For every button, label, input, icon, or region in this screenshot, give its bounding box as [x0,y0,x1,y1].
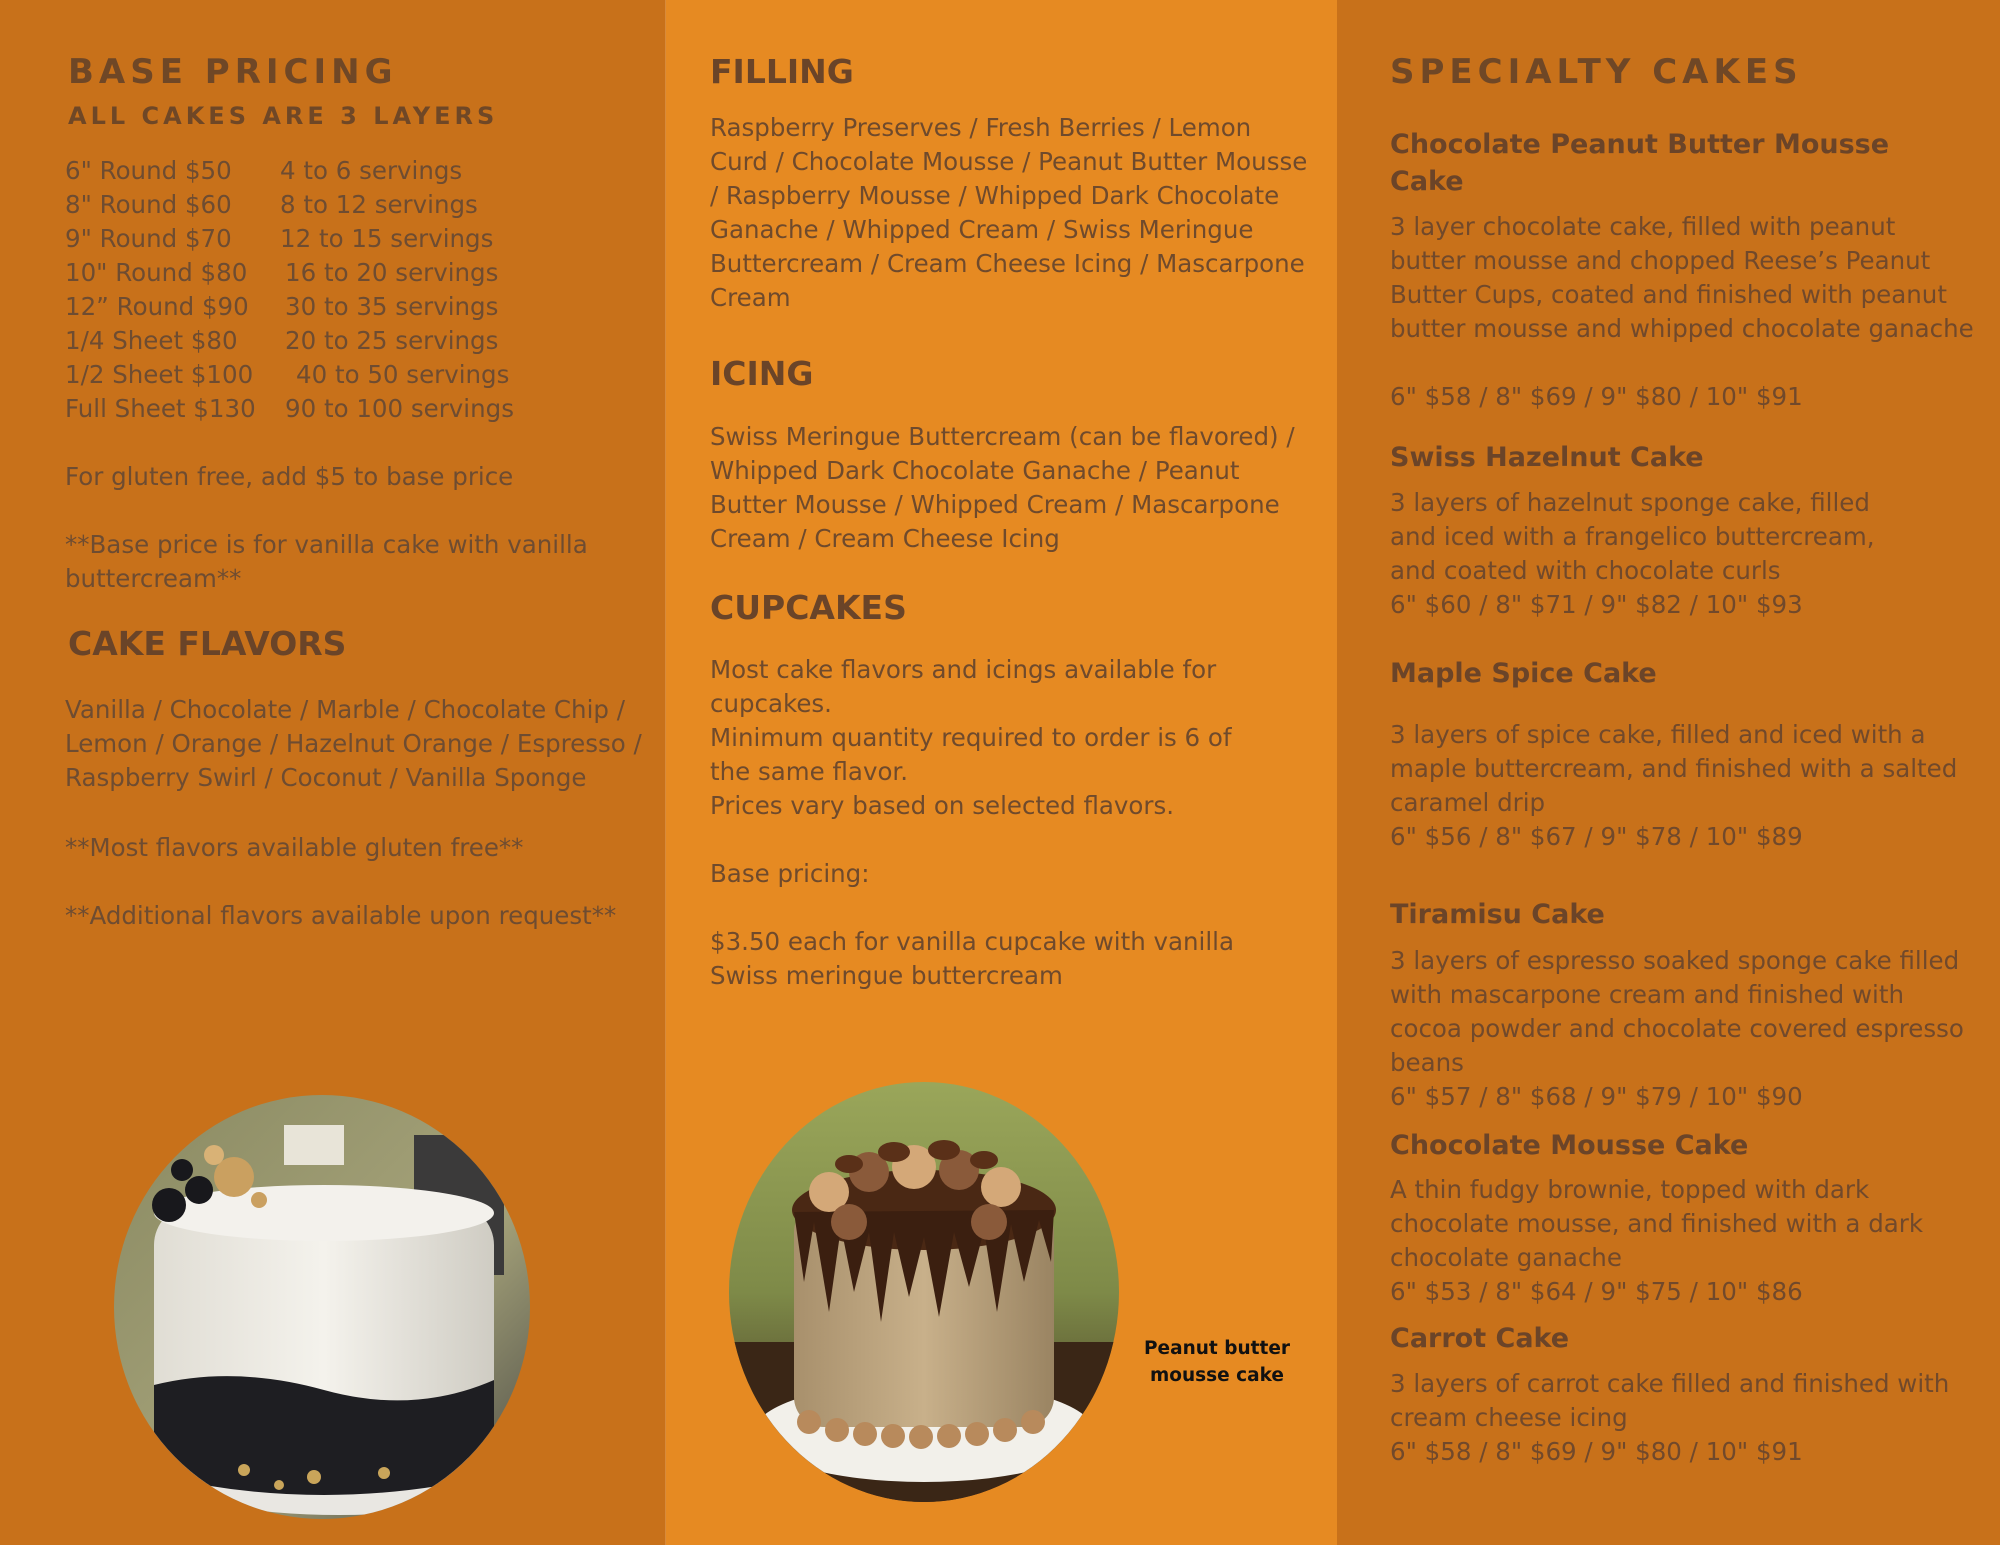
pricing-servings: 4 to 6 servings [280,156,463,185]
cupcakes-minimum: Minimum quantity required to order is 6 of the same flavor. [710,723,1232,786]
pricing-size: 9" Round $70 [65,224,232,253]
cupcakes-title: CUPCAKES [710,588,907,627]
specialty-cake-price: 6" $58 / 8" $69 / 9" $80 / 10" $91 [1390,382,1803,411]
pricing-servings: 8 to 12 servings [280,190,478,219]
specialty-cake-description: 3 layers of espresso soaked sponge cake filled with mascarpone cream and finished with cocoa powder and chocolate covered espresso beans [1390,946,1964,1077]
specialty-cake-price: 6" $57 / 8" $68 / 9" $79 / 10" $90 [1390,1082,1803,1111]
specialty-cake-price: 6" $53 / 8" $64 / 9" $75 / 10" $86 [1390,1277,1803,1306]
cake-flavors-list: Vanilla / Chocolate / Marble / Chocolate Chip / Lemon / Orange / Hazelnut Orange / Espresso / Raspberry Swirl / Coconut / Vanilla Sponge [65,695,642,792]
pricing-size: 1/4 Sheet $80 [65,326,238,355]
cupcakes-base-label: Base pricing: [710,859,870,888]
base-pricing-title: BASE PRICING [68,52,398,92]
pricing-size: 8" Round $60 [65,190,232,219]
pricing-servings: 12 to 15 servings [280,224,494,253]
cake-flavors-title: CAKE FLAVORS [68,624,347,663]
pricing-size: 12” Round $90 [65,292,249,321]
base-price-note: **Base price is for vanilla cake with vanilla buttercream** [65,530,588,593]
cake-photo-peanut-butter [729,1082,1119,1502]
specialty-cake-price: 6" $56 / 8" $67 / 9" $78 / 10" $89 [1390,822,1803,851]
icing-title: ICING [710,354,814,393]
specialty-title: SPECIALTY CAKES [1390,52,1803,92]
specialty-cake-price: 6" $60 / 8" $71 / 9" $82 / 10" $93 [1390,590,1803,619]
specialty-cake-description: 3 layers of spice cake, filled and iced with a maple buttercream, and finished with a salted caramel drip [1390,720,1958,817]
specialty-cake-description: 3 layer chocolate cake, filled with peanut butter mousse and chopped Reese’s Peanut Butter Cups, coated and finished with peanut butter mousse and whipped chocolate ganache [1390,212,1974,343]
filling-title: FILLING [710,52,854,91]
pricing-size: 6" Round $50 [65,156,232,185]
additional-flavors-note: **Additional flavors available upon request** [65,901,617,930]
base-pricing-subtitle: ALL CAKES ARE 3 LAYERS [68,102,499,130]
pricing-servings: 30 to 35 servings [285,292,499,321]
gluten-free-flavors-note: **Most flavors available gluten free** [65,833,524,862]
specialty-cake-name: Chocolate Mousse Cake [1390,1130,1749,1161]
specialty-cake-name: Carrot Cake [1390,1323,1570,1354]
specialty-cake-name: Swiss Hazelnut Cake [1390,442,1704,473]
specialty-cake-name: Tiramisu Cake [1390,899,1605,930]
filling-list: Raspberry Preserves / Fresh Berries / Lemon Curd / Chocolate Mousse / Peanut Butter Mousse / Raspberry Mousse / Whipped Dark Chocolate Ganache / Whipped Cream / Swiss Meringue Buttercream / Cream Cheese Icing / Mascarpone Cream [710,113,1308,312]
pricing-servings: 20 to 25 servings [285,326,499,355]
filling-icing-panel [665,0,1337,1545]
cake-photo-black-white [114,1095,530,1519]
specialty-cake-name: Maple Spice Cake [1390,658,1657,689]
specialty-cake-description: A thin fudgy brownie, topped with dark chocolate mousse, and finished with a dark chocolate ganache [1390,1175,1924,1272]
specialty-cakes-panel [1337,0,2000,1545]
cupcakes-base-price: $3.50 each for vanilla cupcake with vanilla Swiss meringue buttercream [710,927,1234,990]
icing-list: Swiss Meringue Buttercream (can be flavored) / Whipped Dark Chocolate Ganache / Peanut Butter Mousse / Whipped Cream / Mascarpone Cream / Cream Cheese Icing [710,422,1295,553]
pricing-size: 10" Round $80 [65,258,248,287]
base-pricing-panel [0,0,665,1545]
specialty-cake-price: 6" $58 / 8" $69 / 9" $80 / 10" $91 [1390,1437,1803,1466]
pricing-size: 1/2 Sheet $100 [65,360,254,389]
pricing-servings: 16 to 20 servings [285,258,499,287]
specialty-cake-description: 3 layers of hazelnut sponge cake, filled and iced with a frangelico buttercream, and coated with chocolate curls [1390,488,1875,585]
pricing-size: Full Sheet $130 [65,394,256,423]
specialty-cake-description: 3 layers of carrot cake filled and finished with cream cheese icing [1390,1369,1950,1432]
specialty-cake-name: Chocolate Peanut Butter Mousse Cake [1390,129,1890,197]
photo-caption: Peanut butter mousse cake [1144,1338,1290,1386]
pricing-servings: 40 to 50 servings [296,360,510,389]
cupcakes-prices-vary: Prices vary based on selected flavors. [710,791,1175,820]
gluten-free-note: For gluten free, add $5 to base price [65,462,514,491]
cupcakes-availability: Most cake flavors and icings available for cupcakes. [710,655,1217,718]
pricing-servings: 90 to 100 servings [285,394,514,423]
